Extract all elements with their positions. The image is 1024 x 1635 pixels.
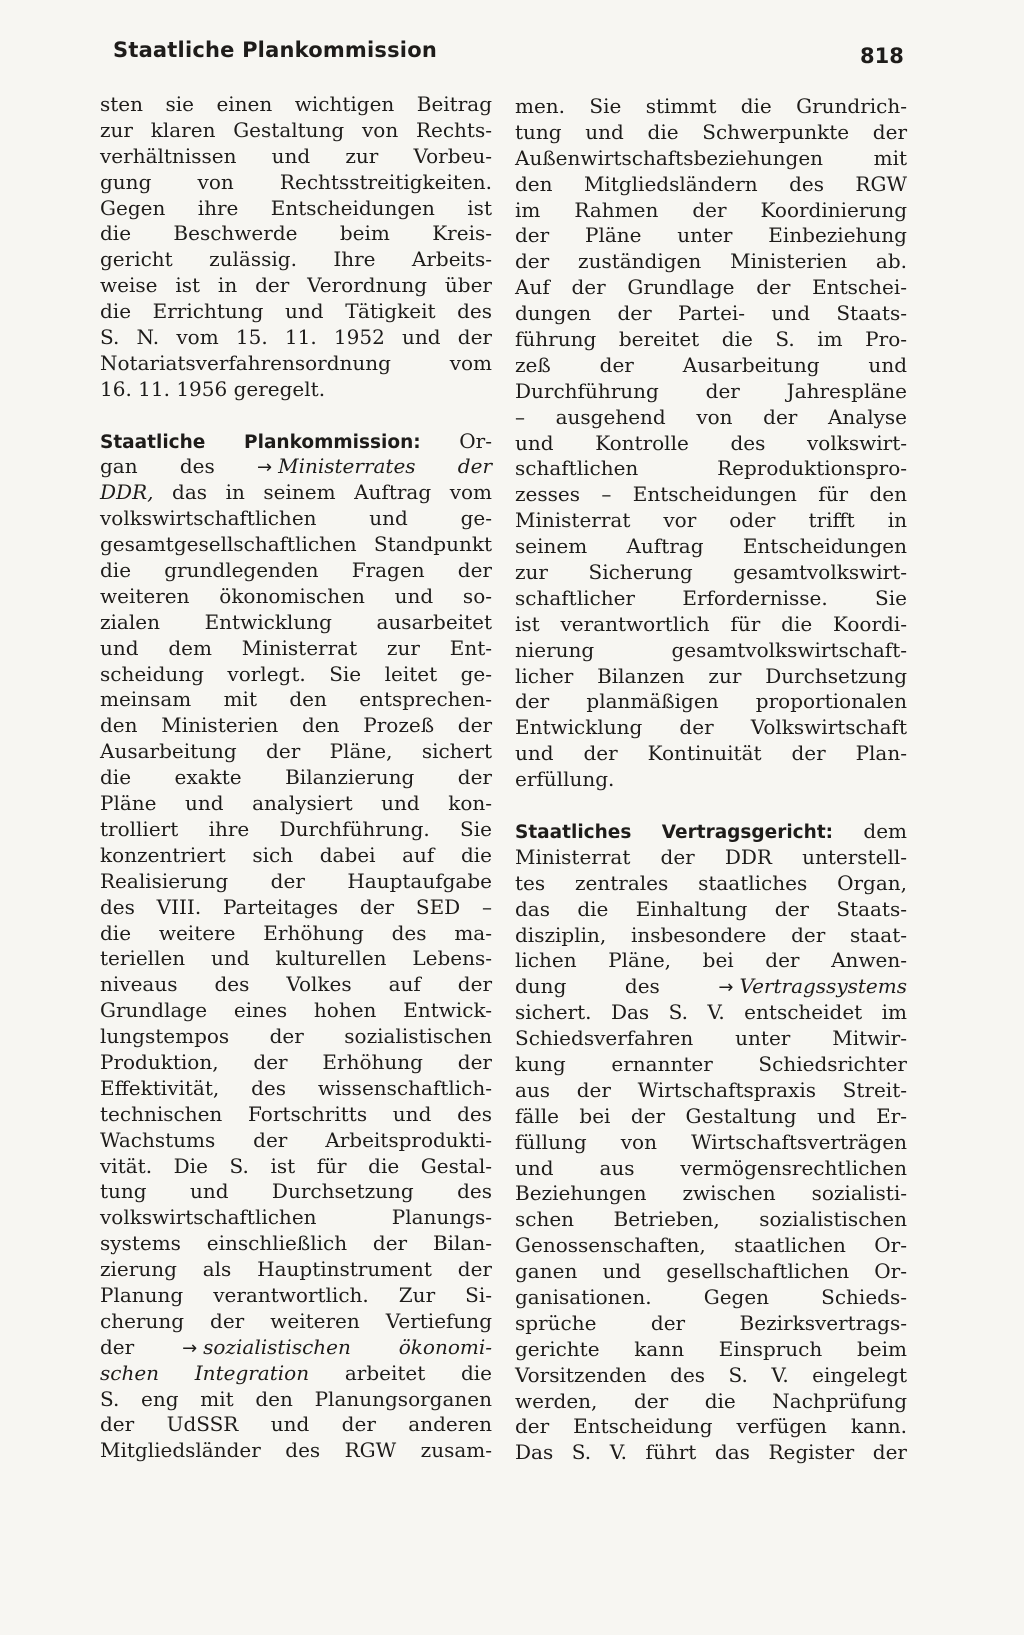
- text-line: Pläne und analysiert und kon-: [100, 791, 492, 816]
- text-line: tung und die Schwerpunkte der: [515, 119, 907, 144]
- text-line: licher Bilanzen zur Durchsetzung: [515, 663, 907, 688]
- text-line: [515, 974, 907, 1000]
- text-line: technischen Fortschritts und des: [100, 1101, 492, 1126]
- text-line: niveaus des Volkes auf der: [100, 972, 492, 997]
- text-line: zur klaren Gestaltung von Rechts-: [100, 117, 492, 142]
- text-line: die weitere Erhöhung des ma-: [100, 920, 492, 945]
- cross-reference-arrow-icon: →: [182, 1337, 198, 1359]
- text-line: vität. Die S. ist für die Gestal-: [100, 1153, 492, 1178]
- text-line: Wachstums der Arbeitsprodukti-: [100, 1127, 492, 1152]
- text-line: schaftlichen Reproduktionspro-: [515, 456, 907, 481]
- text-line: die grundlegenden Fragen der: [100, 558, 492, 583]
- text-line: zur Sicherung gesamtvolkswirt-: [515, 560, 907, 585]
- text-line: Effektivität, des wissenschaftlich-: [100, 1075, 492, 1100]
- right-column: [515, 94, 907, 1466]
- text-line: volkswirtschaftlichen Planungs-: [100, 1205, 492, 1230]
- entry-text: dem: [863, 818, 907, 843]
- text-line: S. N. vom 15. 11. 1952 und der: [100, 325, 492, 350]
- text-line: sprüche der Bezirksvertrags-: [515, 1310, 907, 1335]
- text-line: sichert. Das S. V. entscheidet im: [515, 1000, 907, 1025]
- text-line: schaftlicher Erfordernisse. Sie: [515, 585, 907, 610]
- text-line: Schiedsverfahren unter Mitwir-: [515, 1026, 907, 1051]
- text-line: Beziehungen zwischen sozialisti-: [515, 1181, 907, 1206]
- entry-continuation: [515, 94, 907, 793]
- text-line: weise ist in der Verordnung über: [100, 273, 492, 298]
- text-line: – ausgehend von der Analyse: [515, 404, 907, 429]
- cross-reference-sozialistischen-integration-cont[interactable]: schen Integration: [100, 1360, 310, 1385]
- text-line: der planmäßigen proportionalen: [515, 689, 907, 714]
- text-line: die exakte Bilanzierung der: [100, 765, 492, 790]
- text-line: trolliert ihre Durchführung. Sie: [100, 816, 492, 841]
- text-line: erfüllung.: [515, 767, 615, 792]
- text-run: das in seinem Auftrag vom: [172, 480, 493, 505]
- text-line: S. eng mit den Planungsorganen: [100, 1386, 492, 1411]
- text-line: [100, 1335, 492, 1361]
- text-line: [100, 1361, 492, 1387]
- text-line: Ministerrat der DDR unterstell-: [515, 844, 907, 869]
- text-line: cherung der weiteren Vertiefung: [100, 1308, 492, 1333]
- continuation-text: [100, 92, 492, 403]
- text-line: den Mitgliedsländern des RGW: [515, 171, 907, 196]
- text-line: verhältnissen und zur Vorbeu-: [100, 143, 492, 168]
- cross-reference-arrow-icon: →: [718, 977, 734, 999]
- text-line: gesamtgesellschaftlichen Standpunkt: [100, 532, 492, 557]
- entry-heading: Staatliches Vertragsgericht:: [515, 821, 834, 843]
- text-line: gerichte kann Einspruch beim: [515, 1336, 907, 1361]
- text-run: dung des: [515, 974, 660, 999]
- text-line: gericht zulässig. Ihre Arbeits-: [100, 247, 492, 272]
- paragraph-gap: [515, 793, 907, 819]
- text-line: Vorsitzenden des S. V. eingelegt: [515, 1362, 907, 1387]
- text-line: zialen Entwicklung ausarbeitet: [100, 609, 492, 634]
- text-line: zesses – Entscheidungen für den: [515, 482, 907, 507]
- text-line: ganisationen. Gegen Schieds-: [515, 1284, 907, 1309]
- text-line: und aus vermögensrechtlichen: [515, 1155, 907, 1180]
- text-line: im Rahmen der Koordinierung: [515, 197, 907, 222]
- text-line: dungen der Partei- und Staats-: [515, 301, 907, 326]
- entry-first-line: [515, 819, 907, 845]
- cross-reference-arrow-icon: →: [257, 457, 273, 479]
- text-line: ist verantwortlich für die Koordi-: [515, 611, 907, 636]
- text-line: Mitgliedsländer des RGW zusam-: [100, 1438, 492, 1463]
- text-line: und der Kontinuität der Plan-: [515, 741, 907, 766]
- text-line: tes zentrales staatliches Organ,: [515, 870, 907, 895]
- text-line: füllung von Wirtschaftsverträgen: [515, 1129, 907, 1154]
- text-line: Das S. V. führt das Register der: [515, 1440, 907, 1465]
- text-line: Planung verantwortlich. Zur Si-: [100, 1282, 492, 1307]
- text-line: Ausarbeitung der Pläne, sichert: [100, 739, 492, 764]
- text-line: der Entscheidung verfügen kann.: [515, 1414, 907, 1439]
- text-line: der Pläne unter Einbeziehung: [515, 223, 907, 248]
- text-line: teriellen und kulturellen Lebens-: [100, 946, 492, 971]
- text-line: zierung als Hauptinstrument der: [100, 1257, 492, 1282]
- cross-reference-vertragssystems[interactable]: Vertragssystems: [739, 974, 907, 999]
- text-line: volkswirtschaftlichen und ge-: [100, 506, 492, 531]
- text-line: nierung gesamtvolkswirtschaft-: [515, 637, 907, 662]
- page-number: 818: [860, 44, 904, 68]
- text-line: Entwicklung der Volkswirtschaft: [515, 715, 907, 740]
- text-line: gung von Rechtsstreitigkeiten.: [100, 169, 492, 194]
- text-line: Ministerrat vor oder trifft in: [515, 508, 907, 533]
- text-line: Genossenschaften, staatlichen Or-: [515, 1233, 907, 1258]
- text-line: schen Betrieben, sozialistischen: [515, 1207, 907, 1232]
- text-line: weiteren ökonomischen und so-: [100, 583, 492, 608]
- text-line: [100, 480, 492, 506]
- text-line: kung ernannter Schiedsrichter: [515, 1051, 907, 1076]
- text-line: Gegen ihre Entscheidungen ist: [100, 195, 492, 220]
- entry-staatliches-vertragsgericht: [515, 819, 907, 1466]
- text-line: fälle bei der Gestaltung und Er-: [515, 1103, 907, 1128]
- text-run: der: [100, 1334, 135, 1359]
- entry-text: Or-: [459, 428, 492, 453]
- text-line: des VIII. Parteitages der SED –: [100, 894, 492, 919]
- text-line: tung und Durchsetzung des: [100, 1179, 492, 1204]
- cross-reference-ministerrates[interactable]: Ministerrates der: [278, 454, 493, 479]
- text-line: der zuständigen Ministerien ab.: [515, 249, 907, 274]
- text-run: gan des: [100, 454, 215, 479]
- text-line: und Kontrolle des volkswirt-: [515, 430, 907, 455]
- text-line: werden, der die Nachprüfung: [515, 1388, 907, 1413]
- text-line: aus der Wirtschaftspraxis Streit-: [515, 1077, 907, 1102]
- cross-reference-ddr[interactable]: DDR,: [100, 480, 154, 505]
- text-line: konzentriert sich dabei auf die: [100, 842, 492, 867]
- text-line: zeß der Ausarbeitung und: [515, 352, 907, 377]
- text-line: Außenwirtschaftsbeziehungen mit: [515, 145, 907, 170]
- text-line: scheidung vorlegt. Sie leitet ge-: [100, 661, 492, 686]
- text-line: 16. 11. 1956 geregelt.: [100, 376, 326, 401]
- text-line: systems einschließlich der Bilan-: [100, 1231, 492, 1256]
- entry-heading: Staatliche Plankommission:: [100, 431, 421, 453]
- text-line: Durchführung der Jahrespläne: [515, 378, 907, 403]
- text-line: men. Sie stimmt die Grundrich-: [515, 94, 907, 118]
- text-run: arbeitet die: [344, 1360, 493, 1385]
- text-line: seinem Auftrag Entscheidungen: [515, 534, 907, 559]
- text-line: Realisierung der Hauptaufgabe: [100, 868, 492, 893]
- text-line: Grundlage eines hohen Entwick-: [100, 998, 492, 1023]
- text-line: sten sie einen wichtigen Beitrag: [100, 92, 492, 116]
- text-line: meinsam mit den entsprechen-: [100, 687, 492, 712]
- text-line: die Errichtung und Tätigkeit des: [100, 299, 492, 324]
- text-line: lichen Pläne, bei der Anwen-: [515, 948, 907, 973]
- text-line: Auf der Grundlage der Entschei-: [515, 275, 907, 300]
- text-line: [100, 454, 492, 480]
- text-line: und dem Ministerrat zur Ent-: [100, 635, 492, 660]
- text-line: Notariatsverfahrensordnung vom: [100, 350, 492, 375]
- paragraph-gap: [100, 403, 492, 429]
- text-line: der UdSSR und der anderen: [100, 1412, 492, 1437]
- text-line: lungstempos der sozialistischen: [100, 1024, 492, 1049]
- text-line: ganen und gesellschaftlichen Or-: [515, 1259, 907, 1284]
- left-column: [100, 92, 492, 1464]
- text-line: Produktion, der Erhöhung der: [100, 1049, 492, 1074]
- text-line: führung bereitet die S. im Pro-: [515, 327, 907, 352]
- cross-reference-sozialistischen-integration[interactable]: sozialistischen ökonomi-: [203, 1334, 492, 1359]
- text-line: das die Einhaltung der Staats-: [515, 896, 907, 921]
- entry-staatliche-plankommission: [100, 429, 492, 1465]
- text-line: den Ministerien den Prozeß der: [100, 713, 492, 738]
- entry-first-line: [100, 429, 492, 455]
- text-line: die Beschwerde beim Kreis-: [100, 221, 492, 246]
- text-line: disziplin, insbesondere der staat-: [515, 922, 907, 947]
- running-head: Staatliche Plankommission: [113, 38, 437, 62]
